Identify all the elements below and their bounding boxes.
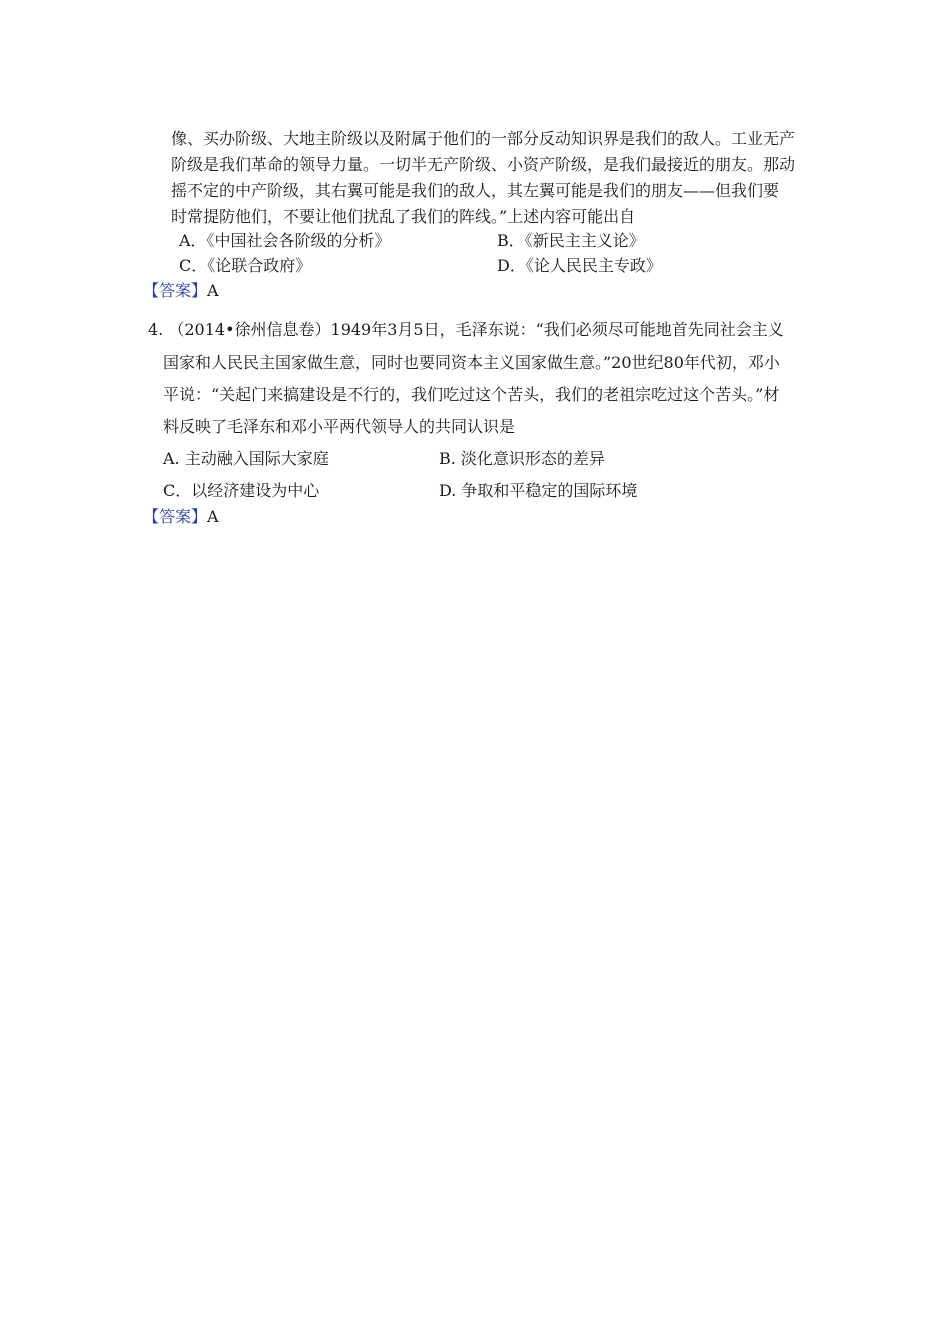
question-3-answer [143,280,219,302]
question-3-option-a: A．《中国社会各阶级的分析》 [179,231,391,250]
question-4-line-2: 国家和人民民主国家做生意，同时也要同资本主义国家做生意。”20世纪80年代初，邓小 [163,353,780,372]
question-3-option-d: D．《论人民民主专政》 [497,256,662,275]
question-4-line-4: 料反映了毛泽东和邓小平两代领导人的共同认识是 [163,417,516,436]
question-4-answer [143,506,219,528]
answer-label: 【答案】 [143,507,208,526]
question-3-line-2: 阶级是我们革命的领导力量。一切半无产阶级、小资产阶级，是我们最接近的朋友。那动 [171,155,796,174]
question-3-line-3: 摇不定的中产阶级，其右翼可能是我们的敌人，其左翼可能是我们的朋友——但我们要 [171,181,780,200]
question-4-option-d: D. 争取和平稳定的国际环境 [439,481,638,500]
question-4-line-3: 平说：“关起门来搞建设是不行的，我们吃过这个苦头，我们的老祖宗吃过这个苦头。”材 [163,385,780,404]
question-3-line-1: 像、买办阶级、大地主阶级以及附属于他们的一部分反动知识界是我们的敌人。工业无产 [171,129,796,148]
answer-value: A [207,281,219,300]
answer-label: 【答案】 [143,281,208,300]
question-4-option-c: C．以经济建设为中心 [163,481,320,500]
answer-value: A [207,507,219,526]
question-3-option-c: C．《论联合政府》 [179,256,312,275]
question-4-line-1: 4. （2014•徐州信息卷）1949年3月5日，毛泽东说：“我们必须尽可能地首先同社会主义 [148,320,784,339]
question-3-option-b: B．《新民主主义论》 [497,231,645,250]
question-3-line-4: 时常提防他们，不要让他们扰乱了我们的阵线。”上述内容可能出自 [171,207,636,226]
question-4-option-a: A. 主动融入国际大家庭 [163,449,329,468]
question-4-option-b: B. 淡化意识形态的差异 [439,449,605,468]
